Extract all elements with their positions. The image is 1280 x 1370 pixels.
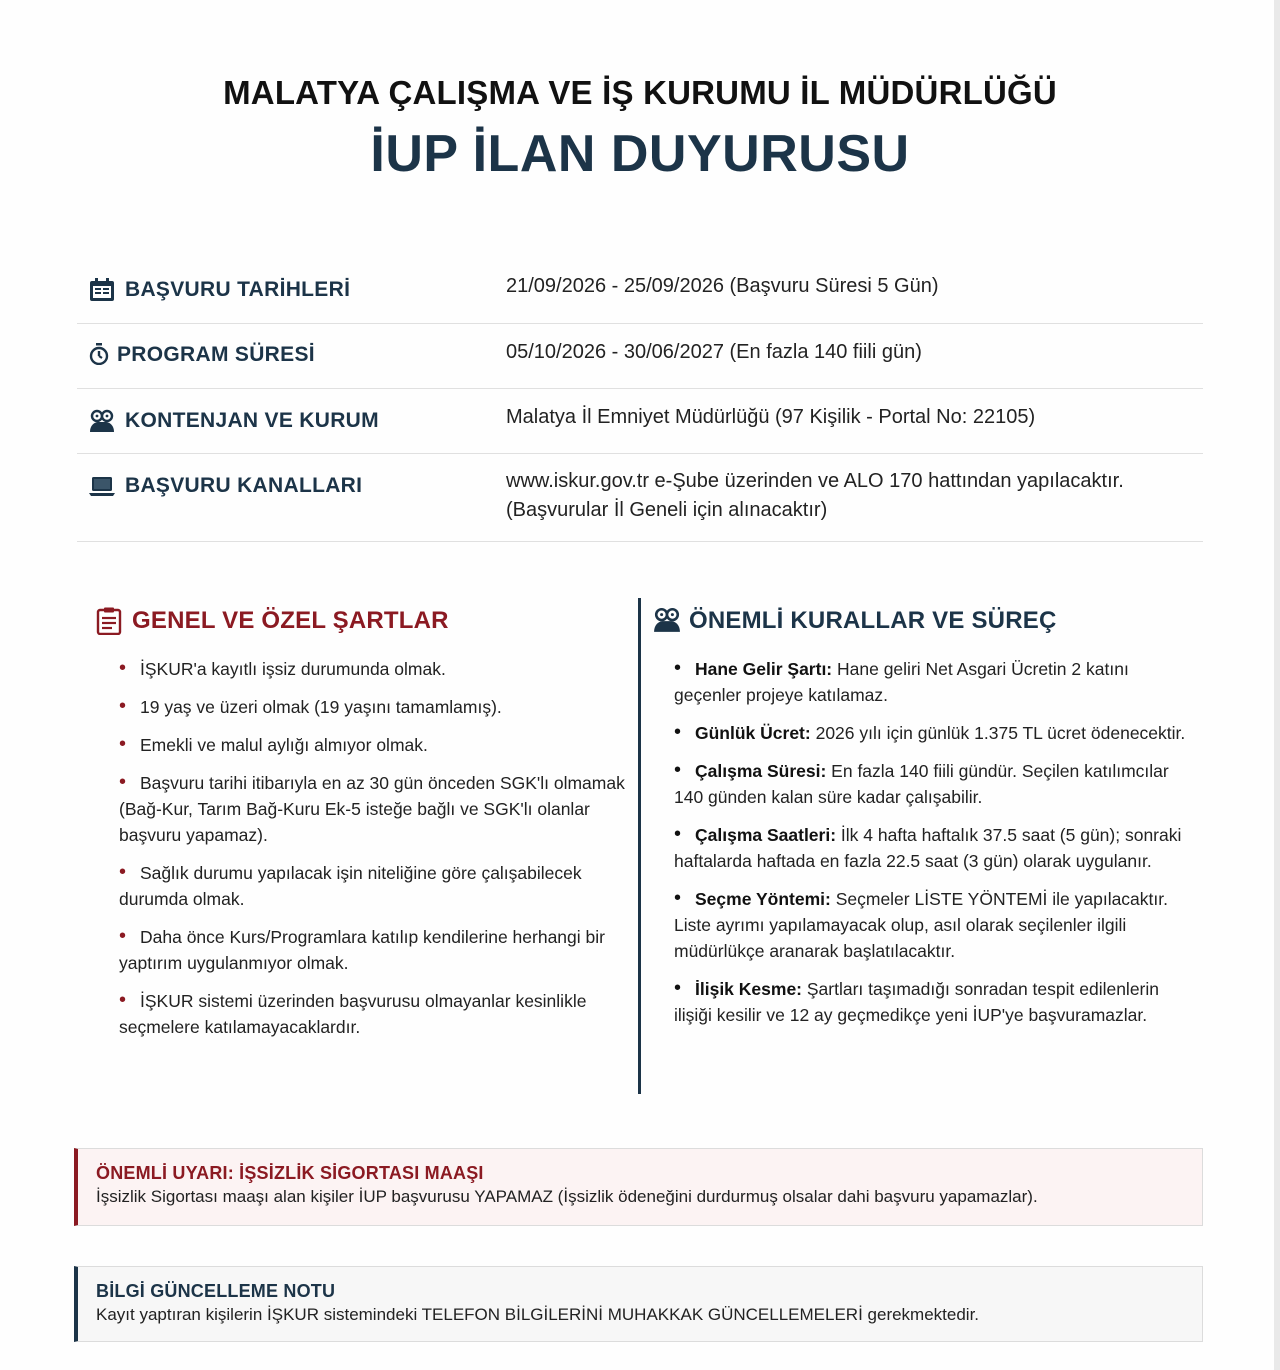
- rule-term: İlişik Kesme:: [695, 979, 802, 999]
- info-label-text: BAŞVURU TARİHLERİ: [125, 278, 351, 301]
- list-item: • İŞKUR'a kayıtlı işsiz durumunda olmak.: [96, 656, 631, 682]
- warning-box: [74, 1148, 1203, 1226]
- page-edge: [1274, 0, 1280, 1370]
- rule-text: 2026 yılı için günlük 1.375 TL ücret ödenecektir.: [810, 723, 1186, 743]
- rule-term: Günlük Ücret:: [695, 723, 811, 743]
- list-item: [653, 822, 1193, 874]
- warning-title: ÖNEMLİ UYARI: İŞSİZLİK SİGORTASI MAAŞI: [96, 1163, 484, 1183]
- organization-name: MALATYA ÇALIŞMA VE İŞ KURUMU İL MÜDÜRLÜĞÜ: [223, 74, 1057, 111]
- info-label: [89, 409, 379, 433]
- rules-section: [653, 604, 1193, 1040]
- list-item: [653, 886, 1193, 964]
- rule-text: Seçmeler LİSTE YÖNTEMİ ile yapılacaktır. Liste ayrımı yapılamayacak olup, asıl olarak seçilenler ilgili müdürlükçe aranarak başlatılacaktır.: [674, 889, 1168, 961]
- update-note-text: Kayıt yaptıran kişilerin İŞKUR sistemindeki TELEFON BİLGİLERİNİ MUHAKKAK GÜNCELLEMELERİ gerekmektedir.: [96, 1305, 980, 1324]
- rules-list: [653, 656, 1193, 1028]
- list-item: • Daha önce Kurs/Programlara katılıp kendilerine herhangi bir yaptırım uygulanmıyor olmak.: [96, 924, 631, 976]
- list-item: [653, 758, 1193, 810]
- requirements-title-text: GENEL VE ÖZEL ŞARTLAR: [132, 607, 449, 634]
- list-item: • Sağlık durumu yapılacak işin niteliğine göre çalışabilecek durumda olmak.: [96, 860, 631, 912]
- info-value: 05/10/2026 - 30/06/2027 (En fazla 140 fiili gün): [506, 341, 922, 363]
- rule-text: Hane geliri Net Asgari Ücretin 2 katını geçenler projeye katılamaz.: [674, 659, 1129, 705]
- list-item: • 19 yaş ve üzeri olmak (19 yaşını tamamlamış).: [96, 694, 631, 720]
- info-row-application-channels: [77, 454, 1203, 542]
- info-value: 21/09/2026 - 25/09/2026 (Başvuru Süresi 5 Gün): [506, 275, 939, 297]
- list-item: [653, 720, 1193, 746]
- info-label: [89, 278, 350, 302]
- list-item: • Emekli ve malul aylığı almıyor olmak.: [96, 732, 631, 758]
- info-label-text: BAŞVURU KANALLARI: [125, 474, 363, 497]
- column-divider: [638, 598, 641, 1094]
- info-label: [89, 343, 315, 367]
- list-item: [653, 976, 1193, 1028]
- list-item: • Başvuru tarihi itibarıyla en az 30 gün önceden SGK'lı olmamak (Bağ-Kur, Tarım Bağ-Kuru Ek-5 isteğe bağlı ve SGK'lı olanlar başvuru yapamaz).: [96, 770, 631, 848]
- calendar-icon: [89, 278, 115, 302]
- rules-title-text: ÖNEMLİ KURALLAR VE SÜREÇ: [689, 607, 1057, 634]
- list-item: [653, 656, 1193, 708]
- rule-term: Seçme Yöntemi:: [695, 889, 831, 909]
- info-table: [77, 258, 1203, 542]
- info-value: [506, 467, 1124, 525]
- stopwatch-icon: [89, 343, 109, 367]
- people-icon: [89, 409, 115, 433]
- requirements-title: [96, 604, 631, 638]
- info-value: Malatya İl Emniyet Müdürlüğü (97 Kişilik - Portal No: 22105): [506, 406, 1036, 428]
- clipboard-icon: [96, 607, 122, 635]
- people-icon: [653, 607, 679, 635]
- info-label-text: PROGRAM SÜRESİ: [117, 343, 315, 366]
- update-note-box: [74, 1266, 1203, 1342]
- rule-text: En fazla 140 fiili gündür. Seçilen katılımcılar 140 günden kalan süre kadar çalışabilir.: [674, 761, 1169, 807]
- laptop-icon: [89, 474, 115, 498]
- rules-title: [653, 604, 1193, 638]
- info-value-line: (Başvurular İl Geneli için alınacaktır): [506, 499, 828, 521]
- rule-term: Hane Gelir Şartı:: [695, 659, 833, 679]
- update-note-title: BİLGİ GÜNCELLEME NOTU: [96, 1281, 336, 1301]
- info-label: [89, 474, 362, 498]
- rule-term: Çalışma Süresi:: [695, 761, 827, 781]
- warning-text: İşsizlik Sigortası maaşı alan kişiler İUP başvurusu YAPAMAZ (İşsizlik ödeneğini durdurmuş olsalar dahi başvuru yapamazlar).: [96, 1187, 1038, 1206]
- requirements-list: [96, 656, 631, 1040]
- info-row-program-duration: [77, 324, 1203, 389]
- rule-text: İlk 4 hafta haftalık 37.5 saat (5 gün); sonraki haftalarda haftada en fazla 22.5 saat (3 gün) olarak uygulanır.: [674, 825, 1182, 871]
- rule-text: Şartları taşımadığı sonradan tespit edilenlerin ilişiği kesilir ve 12 ay geçmedikçe yeni İUP'ye başvuramazlar.: [674, 979, 1159, 1025]
- requirements-section: [96, 604, 631, 1052]
- page-header: [0, 74, 1280, 184]
- rule-term: Çalışma Saatleri:: [695, 825, 837, 845]
- page-title: İUP İLAN DUYURUSU: [370, 125, 910, 183]
- info-row-quota-institution: [77, 389, 1203, 454]
- info-value-line: www.iskur.gov.tr e-Şube üzerinden ve ALO 170 hattından yapılacaktır.: [506, 470, 1124, 492]
- info-label-text: KONTENJAN VE KURUM: [125, 409, 379, 432]
- info-row-application-dates: [77, 258, 1203, 324]
- list-item: • İŞKUR sistemi üzerinden başvurusu olmayanlar kesinlikle seçmelere katılamayacaklardır.: [96, 988, 631, 1040]
